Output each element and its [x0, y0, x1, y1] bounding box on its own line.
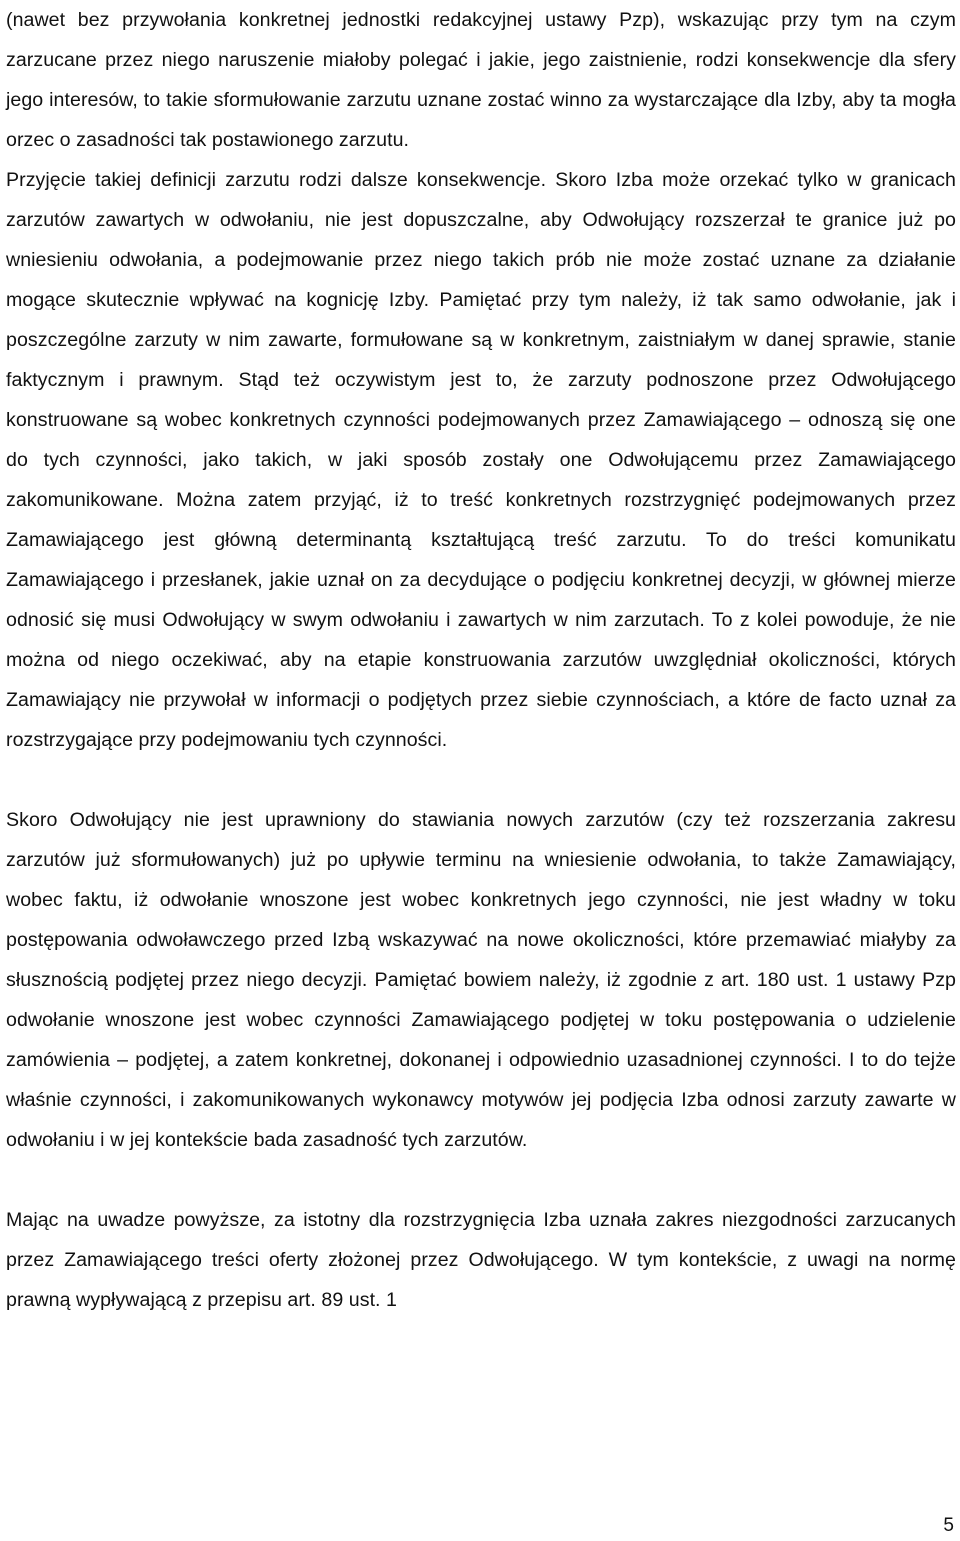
paragraph-2: Przyjęcie takiej definicji zarzutu rodzi dalsze konsekwencje. Skoro Izba może orzekać tylko w granicach zarzutów zawartych w odwołaniu, nie jest dopuszczalne, aby Odwołujący rozszerzał te granice już po wniesieniu odwołania, a podejmowanie przez niego takich prób nie może zostać uznane za działanie mogące skutecznie wpływać na kognicję Izby. Pamiętać przy tym należy, iż tak samo odwołanie, jak i poszczególne zarzuty w nim zawarte, formułowane są w konkretnym, zaistniałym w danej sprawie, stanie faktycznym i prawnym. Stąd też oczywistym jest to, że zarzuty podnoszone przez Odwołującego konstruowane są wobec konkretnych czynności podejmowanych przez Zamawiającego – odnoszą się one do tych czynności, jako takich, w jaki sposób zostały one Odwołującemu przez Zamawiającego zakomunikowane. Można zatem przyjąć, iż to treść konkretnych rozstrzygnięć podejmowanych przez Zamawiającego jest główną determinantą kształtującą treść zarzutu. To do treści komunikatu Zamawiającego i przesłanek, jakie uznał on za decydujące o podjęciu konkretnej decyzji, w głównej mierze odnosić się musi Odwołujący w swym odwołaniu i zawartych w nim zarzutach. To z kolei powoduje, że nie można od niego oczekiwać, aby na etapie konstruowania zarzutów uwzględniał okoliczności, których Zamawiający nie przywołał w informacji o podjętych przez siebie czynnościach, a które de facto uznał za rozstrzygające przy podejmowaniu tych czynności. — [6, 169, 956, 751]
paragraph-3: Skoro Odwołujący nie jest uprawniony do stawiania nowych zarzutów (czy też rozszerzania zakresu zarzutów już sformułowanych) już po upływie terminu na wniesienie odwołania, to także Zamawiający, wobec faktu, iż odwołanie wnoszone jest wobec konkretnych jego czynności, nie jest władny w toku postępowania odwoławczego przed Izbą wskazywać na nowe okoliczności, które przemawiać miałyby za słusznością podjętej przez niego decyzji. Pamiętać bowiem należy, iż zgodnie z art. 180 ust. 1 ustawy Pzp odwołanie wnoszone jest wobec czynności Zamawiającego podjętej w toku postępowania o udzielenie zamówienia – podjętej, a zatem konkretnej, dokonanej i odpowiednio uzasadnionej czynności. I to do tejże właśnie czynności, i zakomunikowanych wykonawcy motywów jej podjęcia Izba odnosi zarzuty zawarte w odwołaniu i w jej kontekście bada zasadność tych zarzutów. — [6, 809, 956, 1151]
page-number: 5 — [943, 1515, 954, 1536]
paragraph-1: (nawet bez przywołania konkretnej jednostki redakcyjnej ustawy Pzp), wskazując przy tym na czym zarzucane przez niego naruszenie miałoby polegać i jakie, jego zaistnienie, rodzi konsekwencje dla sfery jego interesów, to takie sformułowanie zarzutu uznane zostać winno za wystarczające dla Izby, aby ta mogła orzec o zasadności tak postawionego zarzutu. — [6, 9, 956, 151]
document-body — [6, 0, 956, 1320]
paragraph-4: Mając na uwadze powyższe, za istotny dla rozstrzygnięcia Izba uznała zakres niezgodności zarzucanych przez Zamawiającego treści oferty złożonej przez Odwołującego. W tym kontekście, z uwagi na normę prawną wypływającą z przepisu art. 89 ust. 1 — [6, 1209, 956, 1311]
